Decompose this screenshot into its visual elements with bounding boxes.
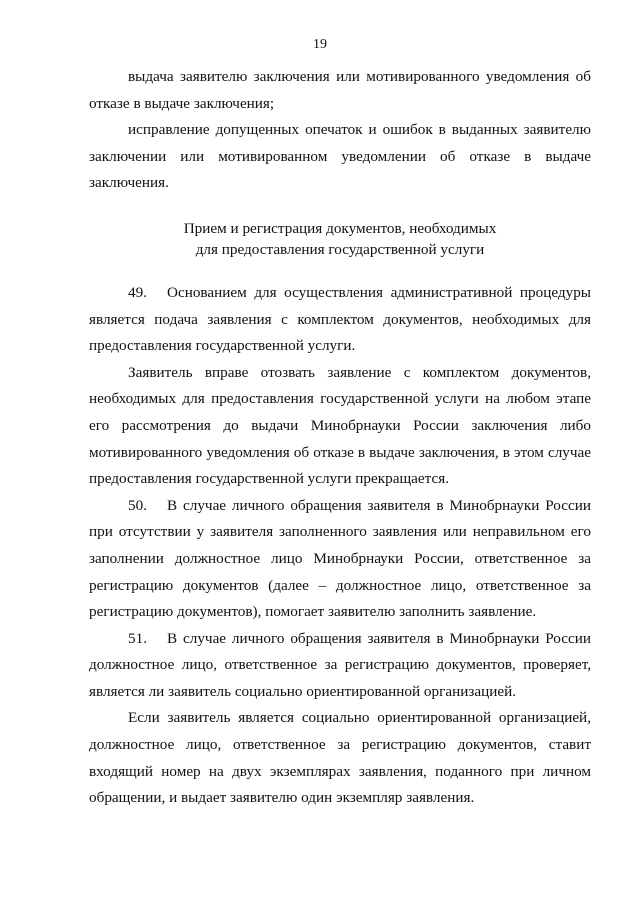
section-heading-line-1: Прием и регистрация документов, необходимых (183, 219, 497, 237)
paragraph-51-text: В случае личного обращения заявителя в Минобрнауки России должностное лицо, ответственное за регистрацию документов, проверяет, является ли заявитель социально ориентированной организацией. (89, 629, 591, 700)
paragraph-49-withdrawal: Заявитель вправе отозвать заявление с комплектом документов, необходимых для предоставления государственной услуги на любом этапе его рассмотрения до выдачи Минобрнауки России заключения либо мотивированного уведомления об отказе в выдаче заключения, в этом случае предоставления государственной услуги прекращается. (89, 363, 591, 488)
section-heading-line-2: для предоставления государственной услуги (195, 240, 485, 258)
paragraph-51 (89, 626, 591, 706)
paragraph-50-text: В случае личного обращения заявителя в Минобрнауки России при отсутствии у заявителя заполненного заявления или неправильном его заполнении должностное лицо Минобрнауки России, ответственное за регистрацию документов (далее – должностное лицо, ответственное за регистрацию документов), помогает заявителю заполнить заявление. (89, 496, 591, 621)
paragraph-49-text: Основанием для осуществления административной процедуры является подача заявления с комплектом документов, необходимых для предоставления государственной услуги. (89, 283, 591, 355)
clause-number-50: 50. (128, 496, 147, 514)
section-heading (89, 218, 591, 260)
paragraph-issue-conclusion: выдача заявителю заключения или мотивированного уведомления об отказе в выдаче заключения; (89, 68, 591, 112)
paragraph-49 (89, 280, 591, 360)
clause-number-51: 51. (128, 629, 147, 647)
document-body (89, 64, 591, 812)
page-number: 19 (313, 37, 327, 52)
paragraph-correction: исправление допущенных опечаток и ошибок в выданных заявителю заключении или мотивированном уведомлении об отказе в выдаче заключения. (89, 121, 591, 192)
paragraph-50 (89, 493, 591, 626)
paragraph-51-social-org: Если заявитель является социально ориентированной организацией, должностное лицо, ответственное за регистрацию документов, ставит входящий номер на двух экземплярах заявления, поданного при личном обращении, и выдает заявителю один экземпляр заявления. (89, 709, 591, 807)
clause-number-49: 49. (128, 283, 147, 301)
